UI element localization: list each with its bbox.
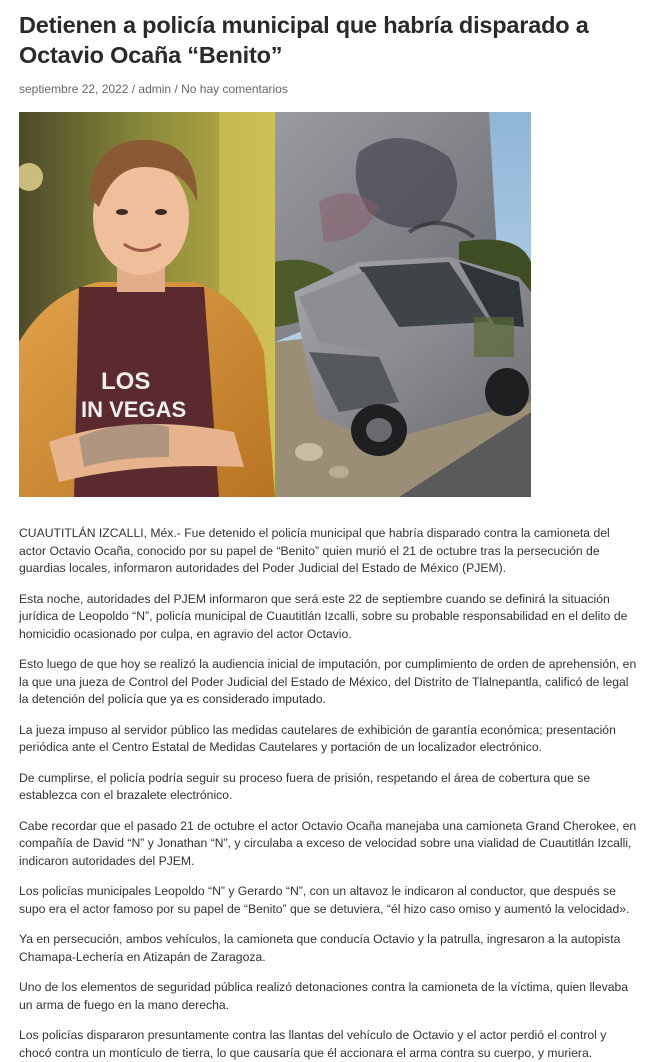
paragraph: Los policías dispararon presuntamente contra las llantas del vehículo de Octavio y el actor perdió el control y chocó contra un montículo de tierra, lo que causaría que él accionara el arma contra su cuerpo, y muriera. (19, 1028, 607, 1060)
paragraph: Uno de los elementos de seguridad pública realizó detonaciones contra la camioneta de la víctima, quien llevaba un arma de fuego en la mano derecha. (19, 980, 629, 1012)
paragraph: Los policías municipales Leopoldo “N” y Gerardo “N”, con un altavoz le indicaron al conductor, que después se supo era el actor famoso por su papel de “Benito” que se detuviera, “él hizo caso omiso y aumentó la velocidad». (19, 884, 630, 916)
portrait-photo (19, 112, 275, 497)
article-meta (19, 82, 637, 96)
comments-link[interactable]: No hay comentarios (181, 82, 288, 96)
paragraph: CUAUTITLÁN IZCALLI, Méx.- Fue detenido el policía municipal que habría disparado contra la camioneta del actor Octavio Ocaña, conocido por su papel de “Benito” quien murió el 21 de octubre tras la persecución de guardias locales, informaron autoridades del Poder Judicial del Estado de México (PJEM). (19, 526, 610, 575)
paragraph: Esta noche, autoridades del PJEM informaron que será este 22 de septiembre cuando se definirá la situación jurídica de Leopoldo “N”, policía municipal de Cuautitlán Izcalli, sobre su probable responsabilidad en el delito de homicidio ocasionado por culpa, en agravio del actor Octavio. (19, 591, 628, 641)
meta-separator: / (128, 82, 139, 96)
meta-separator: / (171, 82, 182, 96)
featured-image (19, 112, 531, 497)
featured-image-art (19, 112, 531, 497)
post-date-link[interactable]: septiembre 22, 2022 (19, 82, 129, 96)
shirt-text-line1: LOS (101, 368, 151, 395)
author-link[interactable]: admin (138, 82, 172, 96)
article-body (19, 525, 637, 1062)
shirt-text-line2: IN VEGAS (81, 397, 187, 422)
paragraph: De cumplirse, el policía podría seguir su proceso fuera de prisión, respetando el área de cobertura que se establezca con el brazalete electrónico. (19, 770, 591, 802)
paragraph: La jueza impuso al servidor público las medidas cautelares de exhibición de garantía económica; presentación periódica ante el Centro Estatal de Medidas Cautelares y portación de un localizador electrónico. (19, 722, 616, 754)
article-title: Detienen a policía municipal que habría disparado a Octavio Ocaña “Benito” (19, 12, 589, 68)
crash-photo (275, 112, 531, 497)
paragraph: Esto luego de que hoy se realizó la audiencia inicial de imputación, por cumplimiento de orden de aprehensión, en la que una jueza de Control del Poder Judicial del Estado de México, del Distrito de Tlalnepantla, calificó de legal la detención del policía que ya es considerado imputado. (19, 657, 637, 706)
paragraph: Ya en persecución, ambos vehículos, la camioneta que conducía Octavio y la patrulla, ingresaron a la autopista Chamapa-Lechería en Atizapán de Zaragoza. (19, 932, 621, 964)
paragraph: Cabe recordar que el pasado 21 de octubre el actor Octavio Ocaña manejaba una camioneta Grand Cherokee, en compañía de David “N” y Jonathan “N”, y circulaba a exceso de velocidad sobre una vialidad de Cuautitlán Izcalli, indicaron autoridades del PJEM. (19, 818, 637, 868)
